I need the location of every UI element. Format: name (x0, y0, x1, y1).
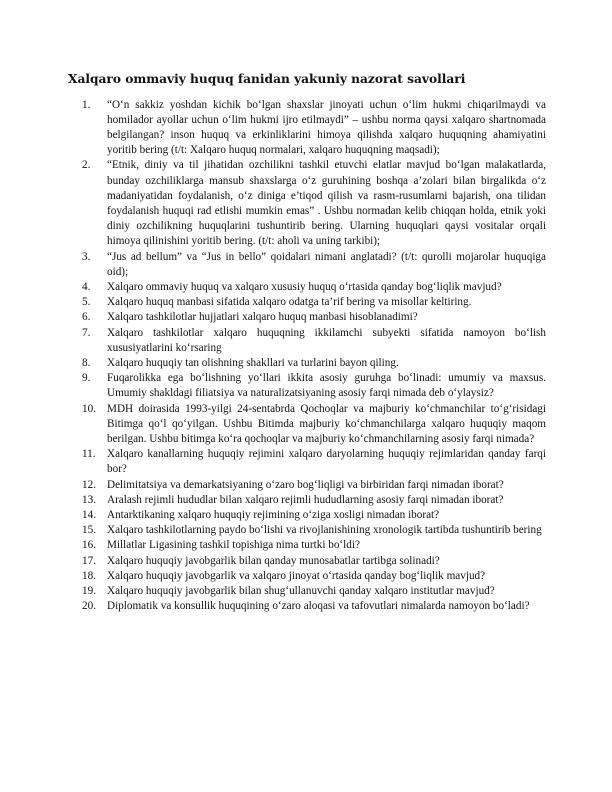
question-text: “Jus ad bellum” va “Jus in bello” qoidalari nimani anglatadi? (t/t: qurolli mojarolar huquqiga oid); (107, 250, 546, 278)
question-item-6 (82, 310, 546, 325)
question-number: 16. (82, 539, 96, 552)
question-number: 18. (82, 569, 96, 582)
question-item-19 (82, 584, 546, 599)
question-text: Delimitatsiya va demarkatsiyaning o‘zaro bog‘liqligi va birbiridan farqi nimadan iborat? (107, 478, 504, 491)
question-text: Fuqarolikka ega bo‘lishning yo‘llari ikkita asosiy guruhga bo‘linadi: umumiy va maxsus. Umumiy shakldagi filiatsiya va naturalizatsiyaning asosiy farqi nimada deb o‘ylaysiz? (107, 372, 546, 400)
question-item-4 (82, 280, 546, 295)
question-item-18 (82, 569, 546, 584)
question-text: MDH doirasida 1993-yilgi 24-sentabrda Qochoqlar va majburiy ko‘chmanchilar to‘g‘risidagi Bitimga qo‘l qo‘yilgan. Ushbu Bitimda majburiy ko‘chmanchilarga xalqaro huquqiy maqom berilgan. Ushbu bitimga ko‘ra qochoqlar va majburiy ko‘chmanchilarning asosiy farqi nimada? (107, 402, 546, 445)
question-item-17 (82, 554, 546, 569)
question-text: Xalqaro tashkilotlar hujjatlari xalqaro huquq manbasi hisoblanadimi? (107, 311, 418, 324)
question-text: Xalqaro huquqiy javobgarlik va xalqaro jinoyat o‘rtasida qanday bog‘liqlik mavjud? (107, 569, 486, 582)
question-item-1 (82, 98, 546, 159)
question-item-3 (82, 250, 546, 280)
question-text: Aralash rejimli hududlar bilan xalqaro rejimli hududlarning asosiy farqi nimadan iborat? (107, 493, 504, 506)
question-text: Antarktikaning xalqaro huquqiy rejimining o‘ziga xosligi nimadan iborat? (107, 508, 440, 521)
question-number: 5. (82, 296, 91, 309)
question-text: “Etnik, diniy va til jihatidan ozchilikni tashkil etuvchi elatlar mavjud bo‘lgan malakatlarda, bunday ozchiliklarga mansub shaxslarga o‘z guruhining boshqa a’zolari bilan birgalikda o‘z madaniyatidan foydalanish, o‘z diniga e’tiqod qilish va rasm-rusumlarni bajarish, ona tilidan foydalanish huquqi rad etlishi mumkin emas” . Ushbu normadan kelib chiqqan holda, etnik yoki diniy ozchilikning huquqlarini tushuntirib bering. Ularning huquqlari qaysi vositalar orqali himoya qilinishini yoritib bering. (t/t: aholi va uning tarkibi); (107, 159, 546, 248)
question-text: Xalqaro huquqiy javobgarlik bilan qanday munosabatlar tartibga solinadi? (107, 554, 440, 567)
question-item-2 (82, 158, 546, 249)
document-title: Xalqaro ommaviy huquq fanidan yakuniy nazorat savollari (68, 72, 466, 86)
question-item-15 (82, 523, 546, 538)
question-number: 2. (82, 159, 91, 172)
question-item-9 (82, 371, 546, 401)
question-number: 8. (82, 356, 91, 369)
question-text: Xalqaro tashkilotlar xalqaro huquqning ikkilamchi subyekti sifatida namoyon bo‘lish xususiyatlarini ko‘rsaring (107, 326, 546, 354)
question-number: 1. (82, 98, 91, 111)
question-text: Xalqaro huquqiy javobgarlik bilan shug‘ullanuvchi qanday xalqaro institutlar mavjud? (107, 585, 495, 597)
question-item-12 (82, 478, 546, 493)
question-item-7 (82, 326, 546, 356)
question-number: 12. (82, 478, 96, 491)
question-item-20 (82, 599, 546, 614)
question-number: 14. (82, 508, 96, 521)
question-number: 7. (82, 326, 91, 339)
question-text: Xalqaro huquq manbasi sifatida xalqaro odatga ta’rif bering va misollar keltiring. (107, 296, 472, 309)
question-number: 20. (82, 600, 96, 613)
question-number: 6. (82, 311, 91, 324)
question-number: 3. (82, 250, 91, 263)
question-number: 9. (82, 372, 91, 385)
question-number: 10. (82, 402, 96, 415)
question-text: Xalqaro huquqiy tan olishning shakllari va turlarini bayon qiling. (107, 356, 399, 369)
question-number: 15. (82, 524, 96, 537)
question-text: Xalqaro kanallarning huquqiy rejimini xalqaro daryolarning huquqiy rejimlaridan qanday farqi bor? (107, 448, 546, 476)
question-item-10 (82, 402, 546, 448)
question-item-11 (82, 447, 546, 477)
question-text: Xalqaro tashkilotlarning paydo bo‘lishi va rivojlanishining xronologik tartibda tushuntirib bering (107, 524, 542, 537)
question-item-8 (82, 356, 546, 371)
question-list (82, 98, 546, 615)
question-number: 17. (82, 554, 96, 567)
question-text: Diplomatik va konsullik huquqining o‘zaro aloqasi va tafovutlari nimalarda namoyon bo‘ladi? (107, 600, 530, 613)
question-number: 4. (82, 280, 91, 293)
question-text: Xalqaro ommaviy huquq va xalqaro xususiy huquq o‘rtasida qanday bog‘liqlik mavjud? (107, 280, 502, 293)
question-item-16 (82, 538, 546, 553)
question-text: Millatlar Ligasining tashkil topishiga nima turtki bo‘ldi? (107, 539, 360, 552)
question-item-13 (82, 493, 546, 508)
question-number: 11. (82, 448, 96, 461)
question-number: 13. (82, 493, 96, 506)
question-item-5 (82, 295, 546, 310)
question-number: 19. (82, 585, 96, 597)
question-item-14 (82, 508, 546, 523)
question-text: “O‘n sakkiz yoshdan kichik bo‘lgan shaxslar jinoyati uchun o‘lim hukmi chiqarilmaydi va homilador ayollar uchun o‘lim hukmi ijro etilmaydi” – ushbu norma qaysi xalqaro shartnomada belgilangan? inson huquq va erkinliklarini himoya qilishda xalqaro huquqning ahamiyatini yoritib bering (t/t: Xalqaro huquq normalari, xalqaro huquqning maqsadi); (107, 98, 546, 157)
